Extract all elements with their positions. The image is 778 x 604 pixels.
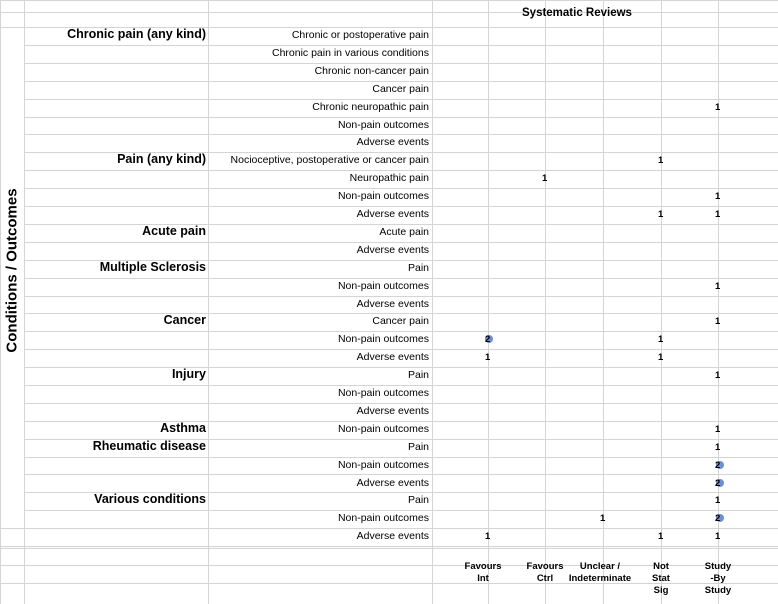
table-value-cell: 1 bbox=[715, 280, 721, 292]
outcome-label: Adverse events bbox=[356, 297, 429, 310]
outcome-label: Chronic neuropathic pain bbox=[312, 100, 429, 113]
table-value-cell: 1 bbox=[715, 101, 721, 113]
table-value-cell: 1 bbox=[658, 352, 664, 364]
column-header-line: Unclear / bbox=[579, 561, 621, 572]
outcome-label: Chronic pain in various conditions bbox=[271, 46, 429, 59]
table-value-cell: 1 bbox=[658, 531, 664, 543]
outcome-label: Adverse events bbox=[356, 136, 429, 149]
condition-label: Asthma bbox=[160, 420, 206, 435]
column-header-line: Not bbox=[653, 561, 669, 572]
condition-label: Injury bbox=[171, 367, 206, 382]
table-value-cell: 1 bbox=[600, 513, 606, 525]
outcome-label: Cancer pain bbox=[372, 82, 429, 95]
column-header-line: Favours bbox=[464, 561, 502, 572]
outcome-label: Adverse events bbox=[356, 404, 429, 417]
outcome-label: Adverse events bbox=[356, 243, 429, 256]
condition-label: Multiple Sclerosis bbox=[99, 259, 206, 274]
outcome-label: Cancer pain bbox=[372, 315, 429, 328]
outcome-label: Non-pain outcomes bbox=[337, 422, 429, 435]
outcome-label: Non-pain outcomes bbox=[337, 387, 429, 399]
condition-label: Various conditions bbox=[94, 492, 206, 507]
table-value-cell: 1 bbox=[715, 495, 721, 507]
outcome-label: Pain bbox=[407, 261, 429, 274]
table-value-cell: 1 bbox=[715, 423, 721, 435]
table-value-cell: 1 bbox=[658, 155, 664, 167]
condition-label: Rheumatic disease bbox=[92, 438, 206, 453]
table-value-cell: 2 bbox=[715, 459, 721, 471]
table-value-cell: 2 bbox=[715, 477, 721, 489]
outcome-label: Adverse events bbox=[356, 530, 429, 543]
column-header-line: Sig bbox=[653, 585, 669, 596]
column-header-line: Indeterminate bbox=[568, 573, 632, 584]
outcome-label: Non-pain outcomes bbox=[337, 458, 429, 471]
column-header-line: Favours bbox=[526, 561, 564, 572]
outcome-label: Non-pain outcomes bbox=[337, 512, 429, 525]
table-value-cell: 2 bbox=[715, 513, 721, 525]
outcome-label: Adverse events bbox=[356, 476, 429, 489]
condition-label: Cancer bbox=[163, 313, 206, 328]
condition-label: Acute pain bbox=[142, 223, 206, 238]
outcome-label: Adverse events bbox=[356, 351, 429, 364]
table-value-cell: 1 bbox=[658, 209, 664, 220]
condition-label: Chronic pain (any kind) bbox=[67, 27, 206, 41]
column-header bbox=[678, 561, 758, 597]
table-value-cell: 1 bbox=[485, 352, 491, 364]
column-header-line: Stat bbox=[652, 573, 670, 584]
condition-label: Pain (any kind) bbox=[117, 152, 206, 167]
table-value-cell: 1 bbox=[715, 531, 721, 543]
outcome-label: Pain bbox=[407, 369, 429, 382]
outcome-label: Non-pain outcomes bbox=[337, 333, 429, 346]
table-value-cell: 1 bbox=[715, 441, 721, 453]
table-value-cell: 1 bbox=[715, 316, 721, 328]
outcome-label: Pain bbox=[407, 494, 429, 507]
outcome-label: Chronic non-cancer pain bbox=[314, 64, 429, 77]
outcome-label: Non-pain outcomes bbox=[337, 279, 429, 292]
column-header-line: Study bbox=[704, 561, 732, 572]
table-title: Systematic Reviews bbox=[522, 7, 632, 19]
side-axis-label: Conditions / Outcomes bbox=[3, 188, 21, 353]
table-value-cell: 1 bbox=[542, 173, 548, 185]
column-header-line: Int bbox=[477, 573, 489, 584]
table-value-cell: 1 bbox=[485, 531, 491, 543]
table-value-cell: 1 bbox=[715, 209, 721, 220]
table-value-cell: 1 bbox=[715, 191, 721, 203]
column-header-line: -By bbox=[710, 573, 726, 584]
table-value-cell: 1 bbox=[715, 370, 721, 382]
column-header-line: Study bbox=[704, 585, 732, 596]
outcome-label: Nocioceptive, postoperative or cancer pain bbox=[230, 154, 429, 167]
table-value-cell: 1 bbox=[658, 334, 664, 346]
outcome-label: Non-pain outcomes bbox=[337, 118, 429, 131]
outcome-label: Chronic or postoperative pain bbox=[291, 29, 429, 41]
outcome-label: Acute pain bbox=[379, 225, 429, 238]
outcome-label: Pain bbox=[407, 440, 429, 453]
outcome-label: Neuropathic pain bbox=[349, 172, 429, 185]
outcome-label: Non-pain outcomes bbox=[337, 190, 429, 203]
outcome-label: Adverse events bbox=[356, 208, 429, 220]
column-header-line: Ctrl bbox=[536, 573, 554, 584]
table-value-cell: 2 bbox=[485, 334, 491, 346]
